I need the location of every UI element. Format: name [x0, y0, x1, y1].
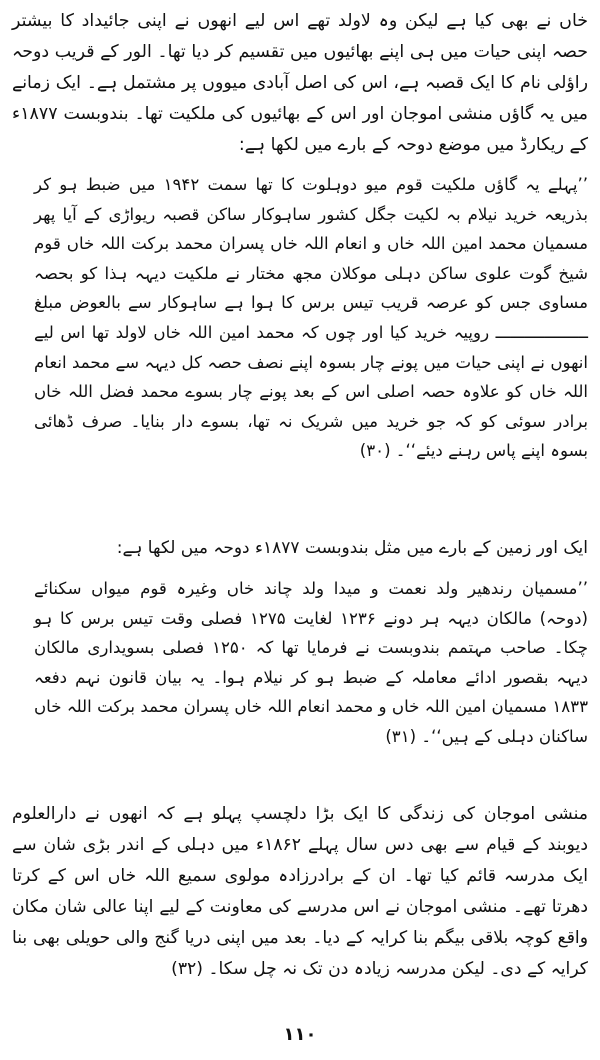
- quote-record-1877: ’’پہلے یہ گاؤں ملکیت قوم میو دوہلوت کا تھا سمت ۱۹۴۲ میں ضبط ہو کر بذریعہ خرید نیلام بہ لکیت جگل کشور ساہوکار ساکن قصبہ ریواڑی کے آیا پھر مسمیان محمد امین اللہ خاں و انعام اللہ خاں پسران محمد برکت اللہ خاں قوم شیخ گوت علوی ساکن دہلی موکلان مجھ مختار نے ملکیت دیہہ ہذا کو بحصہ مساوی جس کو عرصہ قریب تیس برس کا ہوا ہے ساہوکار سے بالعوض مبلغ ـــــــــــــــــــ روپیہ خرید کیا اور چوں کہ محمد امین اللہ خاں لاولد تھا اس لیے انھوں نے اپنی حیات میں پونے چار بسوہ اپنے نصف حصہ کل دیہہ سے محمد انعام اللہ خاں کو علاوہ حصہ اصلی اس کے بعد پونے چار بسوے محمد فضل اللہ خاں برادر سوئی کو کہ جو خرید میں شریک نہ تھا، بسوے دار بنایا۔ صرف ڈھائی بسوہ اپنے پاس رہنے دیئے‘‘۔ (۳۰): [34, 175, 588, 461]
- madrasa-paragraph: منشی اموجان کی زندگی کا ایک بڑا دلچسپ پہلو ہے کہ انھوں نے دارالعلوم دیوبند کے قیام سے بھی دس سال پہلے ۱۸۶۲ء میں دہلی کے اندر بڑی شان سے ایک مدرسہ قائم کیا تھا۔ ان کے برادرزادہ مولوی سمیع اللہ خاں اس کے کرتا دھرتا تھے۔ منشی اموجان نے اس مدرسے کی معاونت کے لیے اپنا عالی شان مکان واقع کوچہ بلاقی بیگم بنا کرایہ کے دیا۔ بعد میں اپنی دریا گنج والی حویلی بھی بنا کرایہ کے دی۔ لیکن مدرسہ زیادہ دن تک نہ چل سکا۔ (۳۲): [12, 804, 588, 979]
- opening-paragraph: خاں نے بھی کیا ہے لیکن وہ لاولد تھے اس لیے انھوں نے اپنی جائیداد کا بیشتر حصہ اپنی حیات میں ہی اپنے بھائیوں میں تقسیم کر دیا تھا۔ الور کے قریب دوحہ راؤلی نام کا ایک قصبہ ہے، اس کی اصل آبادی میووں پر مشتمل ہے۔ ایک زمانے میں یہ گاؤں منشی اموجان اور اس کے بھائیوں کی ملکیت تھا۔ بندوبست ۱۸۷۷ء کے ریکارڈ میں موضع دوحہ کے بارے میں لکھا ہے:: [12, 11, 588, 155]
- quote-land-record: ’’مسمیان رندھیر ولد نعمت و میدا ولد چاند خاں وغیرہ قوم میواں سکنائے (دوحہ) مالکان دیہہ ہر دونے ۱۲۳۶ لغایت ۱۲۷۵ فصلی وقت تیس برس کا ہو چکا۔ صاحب مہتمم بندوبست نے فرمایا تھا کہ ۱۲۵۰ فصلی بسویداری مالکان دیہہ بقصور ادائے معاملہ کے ضبط ہو کر نیلام ہوا۔ یہ بیان قانون نہم دفعہ ۱۸۳۳ مسمیان امین اللہ خاں و محمد انعام اللہ خاں پسران محمد برکت اللہ خاں ساکنان دہلی کے ہیں‘‘۔ (۳۱): [34, 579, 588, 746]
- page-number: ۱۱۰: [283, 1024, 317, 1045]
- intro-second-quote: ایک اور زمین کے بارے میں مثل بندوبست ۱۸۷۷ء دوحہ میں لکھا ہے:: [116, 538, 588, 558]
